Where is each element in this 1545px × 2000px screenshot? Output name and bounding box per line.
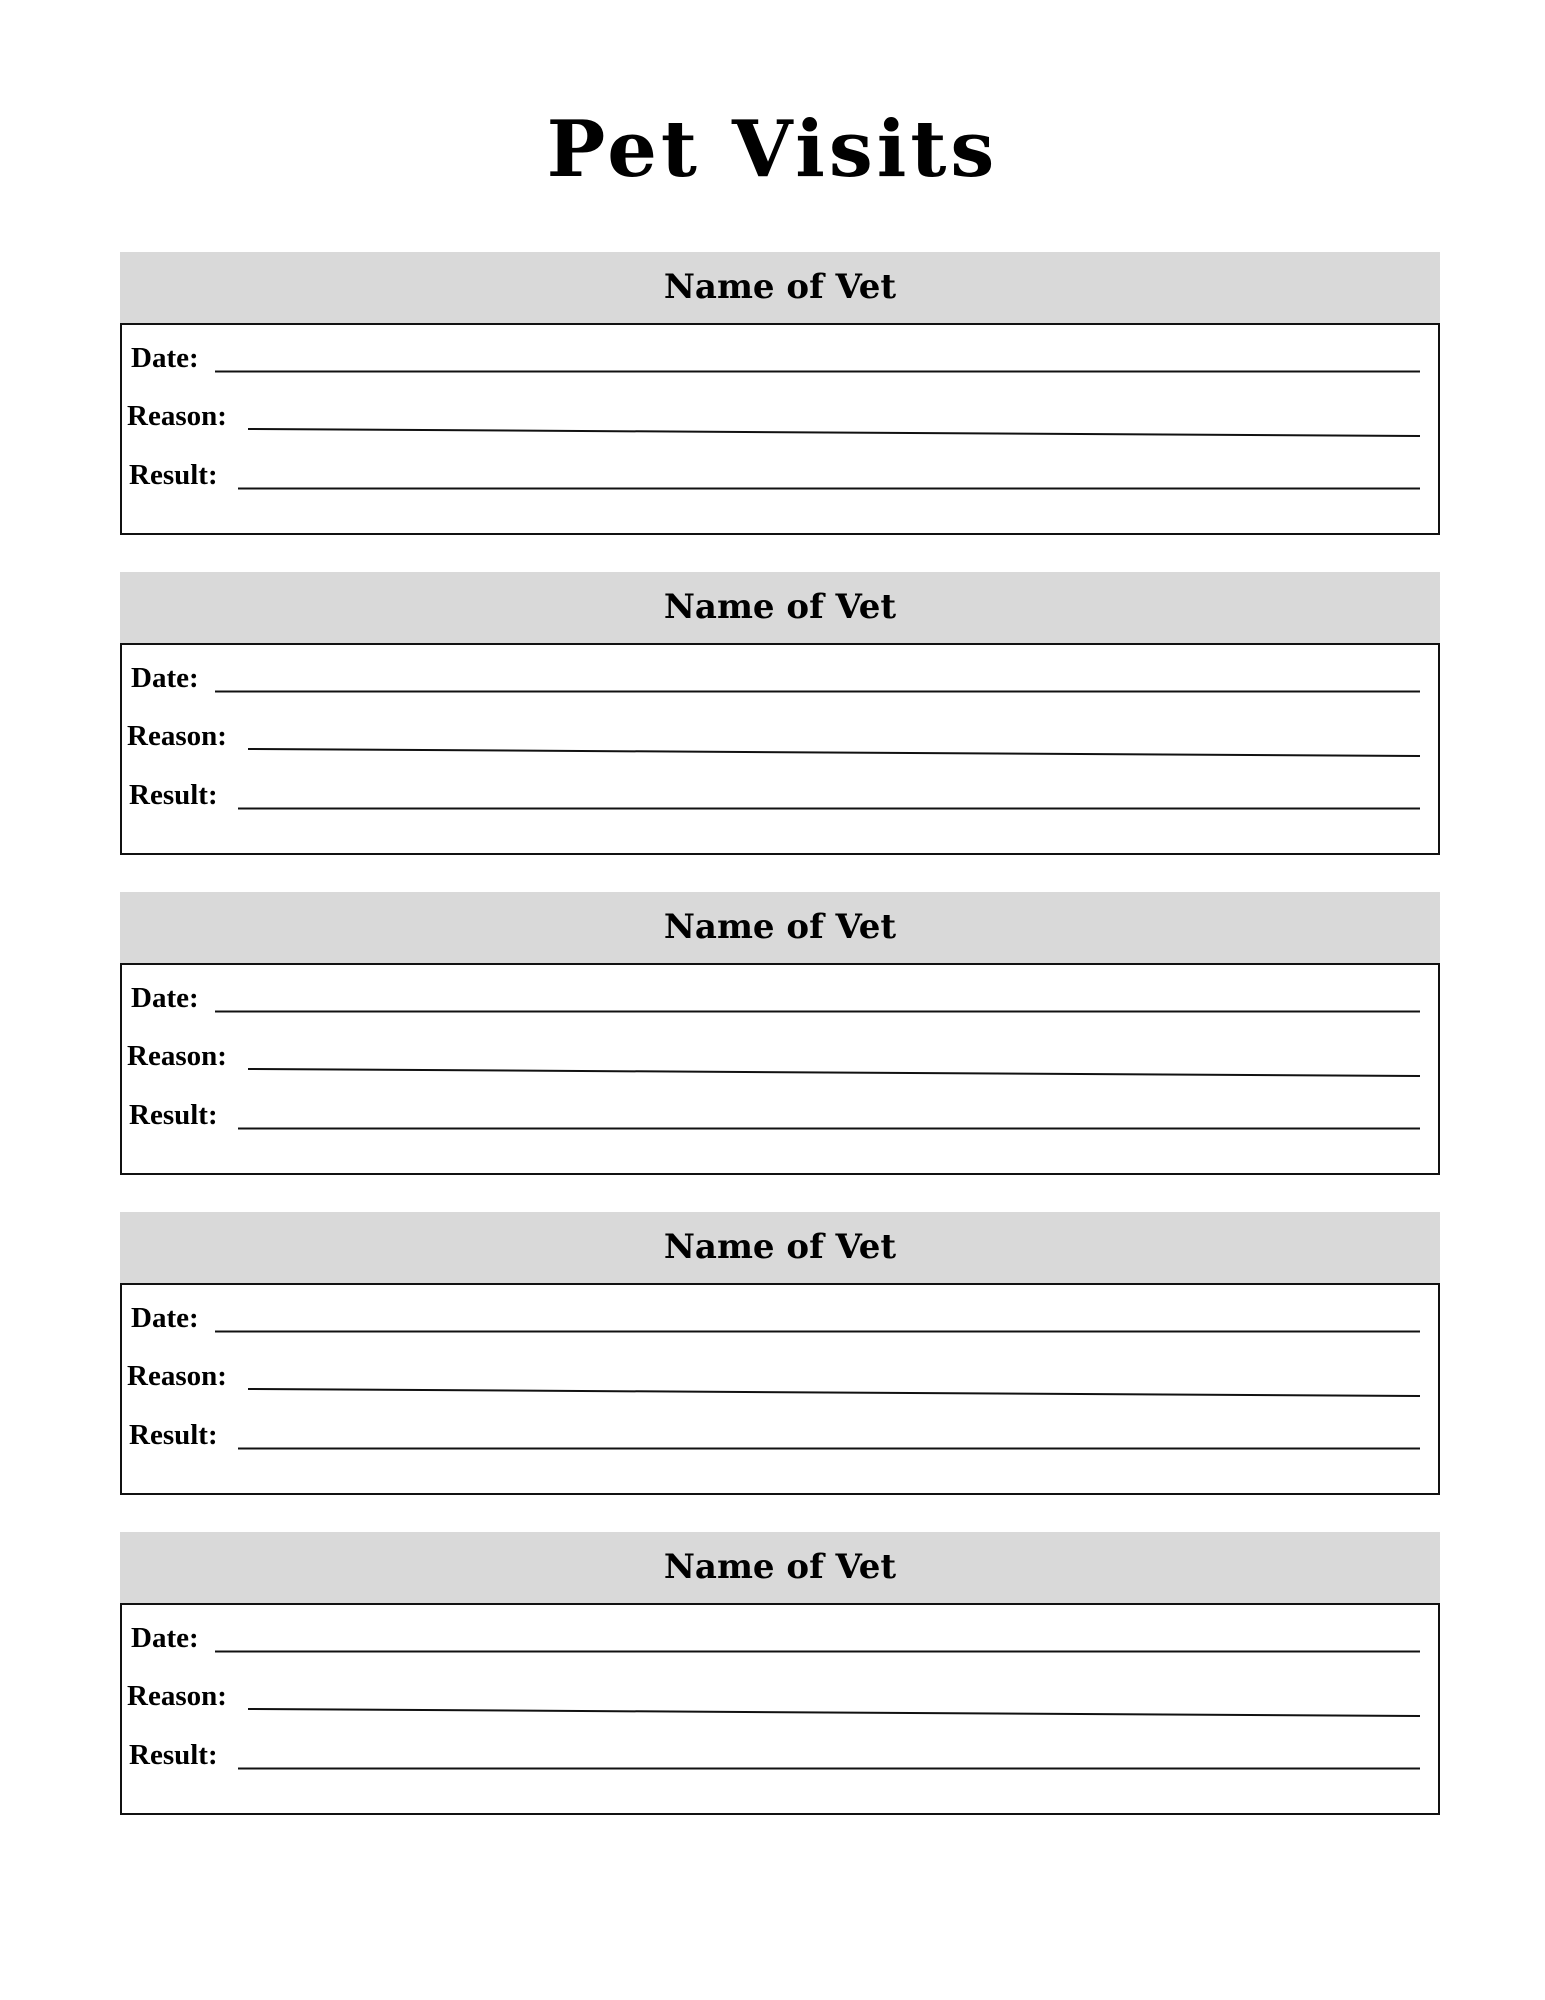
reason-row	[122, 1351, 1438, 1391]
result-input-line[interactable]	[238, 807, 1420, 810]
reason-label: Reason:	[127, 720, 227, 752]
vet-name-header: Name of Vet	[120, 572, 1440, 643]
result-row	[122, 770, 1438, 810]
date-row	[122, 653, 1438, 693]
reason-input-line[interactable]	[248, 1068, 1420, 1077]
reason-input-line[interactable]	[248, 748, 1420, 757]
visit-block	[120, 1532, 1440, 1815]
visit-fields	[120, 963, 1440, 1175]
result-label: Result:	[129, 1099, 218, 1131]
vet-name-header: Name of Vet	[120, 892, 1440, 963]
date-label: Date:	[131, 662, 199, 694]
vet-name-header: Name of Vet	[120, 252, 1440, 323]
vet-name-header: Name of Vet	[120, 1212, 1440, 1283]
result-label: Result:	[129, 779, 218, 811]
reason-input-line[interactable]	[248, 428, 1420, 437]
date-input-line[interactable]	[215, 1650, 1420, 1653]
result-label: Result:	[129, 1419, 218, 1451]
visit-fields	[120, 1603, 1440, 1815]
date-label: Date:	[131, 982, 199, 1014]
visit-block	[120, 572, 1440, 855]
result-input-line[interactable]	[238, 1767, 1420, 1770]
date-input-line[interactable]	[215, 690, 1420, 693]
reason-label: Reason:	[127, 400, 227, 432]
reason-input-line[interactable]	[248, 1388, 1420, 1397]
reason-label: Reason:	[127, 1360, 227, 1392]
result-row	[122, 1730, 1438, 1770]
reason-row	[122, 1031, 1438, 1071]
result-input-line[interactable]	[238, 1447, 1420, 1450]
date-label: Date:	[131, 1622, 199, 1654]
date-input-line[interactable]	[215, 370, 1420, 373]
result-input-line[interactable]	[238, 1127, 1420, 1130]
date-row	[122, 1613, 1438, 1653]
reason-row	[122, 391, 1438, 431]
result-row	[122, 1090, 1438, 1130]
page-title: Pet Visits	[546, 104, 999, 195]
vet-name-header: Name of Vet	[120, 1532, 1440, 1603]
result-row	[122, 450, 1438, 490]
date-input-line[interactable]	[215, 1330, 1420, 1333]
result-label: Result:	[129, 1739, 218, 1771]
result-label: Result:	[129, 459, 218, 491]
date-row	[122, 333, 1438, 373]
reason-row	[122, 711, 1438, 751]
date-label: Date:	[131, 1302, 199, 1334]
reason-label: Reason:	[127, 1680, 227, 1712]
reason-input-line[interactable]	[248, 1708, 1420, 1717]
visit-fields	[120, 1283, 1440, 1495]
visit-block	[120, 892, 1440, 1175]
visit-block	[120, 252, 1440, 535]
reason-row	[122, 1671, 1438, 1711]
visit-fields	[120, 643, 1440, 855]
result-row	[122, 1410, 1438, 1450]
visit-block	[120, 1212, 1440, 1495]
date-input-line[interactable]	[215, 1010, 1420, 1013]
date-row	[122, 1293, 1438, 1333]
visit-fields	[120, 323, 1440, 535]
reason-label: Reason:	[127, 1040, 227, 1072]
date-row	[122, 973, 1438, 1013]
result-input-line[interactable]	[238, 487, 1420, 490]
date-label: Date:	[131, 342, 199, 374]
